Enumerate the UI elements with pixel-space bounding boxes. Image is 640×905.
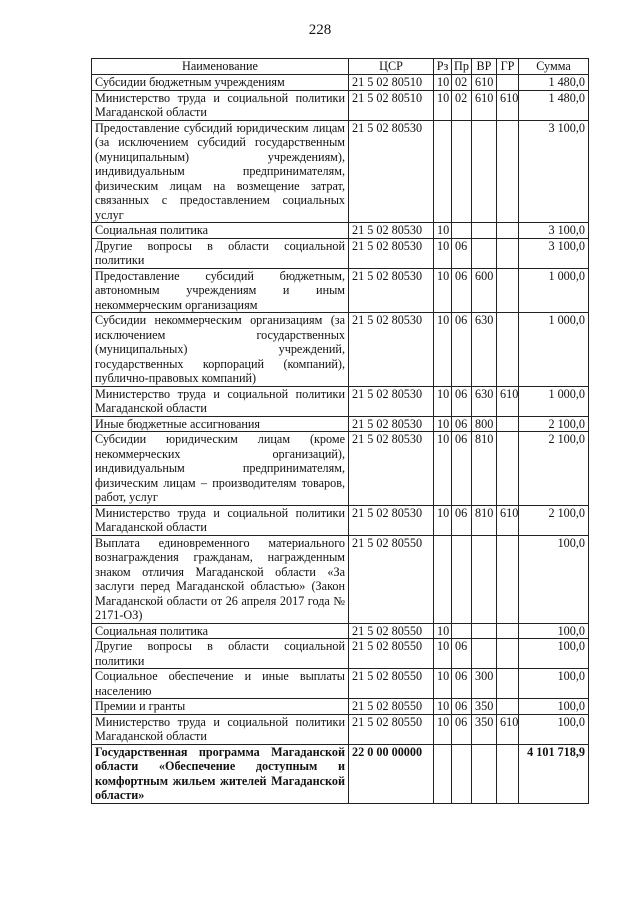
cell-gr (497, 223, 519, 239)
cell-csr: 21 5 02 80530 (349, 120, 434, 223)
cell-gr (497, 416, 519, 432)
cell-rz: 10 (434, 669, 452, 699)
cell-gr (497, 238, 519, 268)
cell-gr: 610 (497, 714, 519, 744)
cell-vr (472, 639, 497, 669)
cell-gr (497, 639, 519, 669)
cell-name: Другие вопросы в области социальной политики (92, 238, 349, 268)
cell-name: Социальная политика (92, 223, 349, 239)
cell-rz (434, 120, 452, 223)
cell-rz: 10 (434, 416, 452, 432)
cell-vr (472, 120, 497, 223)
cell-name: Выплата единовременного материального вознаграждения гражданам, награжденным знаком отличия Магаданской области «За заслуги перед Магаданской областью» (Закон Магаданской области от 26 апреля 2017 года № 2171-ОЗ) (92, 535, 349, 623)
cell-rz: 10 (434, 238, 452, 268)
cell-rz: 10 (434, 432, 452, 506)
cell-name: Иные бюджетные ассигнования (92, 416, 349, 432)
header-name: Наименование (92, 59, 349, 75)
cell-name: Субсидии бюджетным учреждениям (92, 75, 349, 91)
cell-pr: 06 (452, 268, 472, 313)
header-pr: Пр (452, 59, 472, 75)
cell-rz: 10 (434, 699, 452, 715)
cell-sum: 2 100,0 (519, 505, 589, 535)
cell-vr (472, 223, 497, 239)
cell-gr (497, 313, 519, 387)
cell-vr: 300 (472, 669, 497, 699)
cell-sum: 100,0 (519, 669, 589, 699)
cell-vr: 610 (472, 90, 497, 120)
table-row (92, 223, 589, 239)
page-number: 228 (308, 22, 332, 38)
cell-gr: 610 (497, 90, 519, 120)
table-row (92, 120, 589, 223)
cell-pr (452, 535, 472, 623)
table-row (92, 535, 589, 623)
cell-sum: 3 100,0 (519, 238, 589, 268)
cell-sum: 4 101 718,9 (519, 744, 589, 803)
cell-pr (452, 223, 472, 239)
cell-gr: 610 (497, 386, 519, 416)
cell-pr: 06 (452, 432, 472, 506)
cell-gr (497, 535, 519, 623)
cell-rz: 10 (434, 75, 452, 91)
cell-pr: 02 (452, 90, 472, 120)
cell-name: Министерство труда и социальной политики Магаданской области (92, 90, 349, 120)
cell-pr: 06 (452, 639, 472, 669)
cell-gr (497, 623, 519, 639)
cell-name: Предоставление субсидий юридическим лицам (за исключением субсидий государственным (муниципальным) учреждениям), индивидуальным предпринимателям, физическим лицам на возмещение затрат, связанных с предоставлением социальных услуг (92, 120, 349, 223)
cell-vr (472, 535, 497, 623)
table-row (92, 90, 589, 120)
cell-rz: 10 (434, 313, 452, 387)
cell-sum: 3 100,0 (519, 223, 589, 239)
cell-csr: 21 5 02 80510 (349, 75, 434, 91)
cell-csr: 21 5 02 80550 (349, 669, 434, 699)
table-row (92, 416, 589, 432)
cell-rz: 10 (434, 714, 452, 744)
cell-rz: 10 (434, 90, 452, 120)
cell-sum: 1 480,0 (519, 75, 589, 91)
cell-csr: 21 5 02 80530 (349, 223, 434, 239)
cell-sum: 3 100,0 (519, 120, 589, 223)
cell-sum: 2 100,0 (519, 432, 589, 506)
header-sum: Сумма (519, 59, 589, 75)
cell-pr: 06 (452, 386, 472, 416)
budget-table (91, 58, 589, 804)
cell-pr: 06 (452, 505, 472, 535)
cell-vr: 800 (472, 416, 497, 432)
cell-name: Премии и гранты (92, 699, 349, 715)
cell-csr: 21 5 02 80550 (349, 639, 434, 669)
cell-pr (452, 744, 472, 803)
cell-gr (497, 669, 519, 699)
cell-gr (497, 75, 519, 91)
cell-pr: 02 (452, 75, 472, 91)
cell-csr: 21 5 02 80530 (349, 505, 434, 535)
cell-rz: 10 (434, 505, 452, 535)
cell-csr: 21 5 02 80550 (349, 623, 434, 639)
table-row (92, 505, 589, 535)
cell-sum: 100,0 (519, 639, 589, 669)
cell-csr: 21 5 02 80550 (349, 699, 434, 715)
cell-csr: 21 5 02 80510 (349, 90, 434, 120)
cell-name: Социальное обеспечение и иные выплаты населению (92, 669, 349, 699)
cell-pr: 06 (452, 238, 472, 268)
cell-gr (497, 120, 519, 223)
cell-csr: 21 5 02 80530 (349, 268, 434, 313)
table-row (92, 268, 589, 313)
cell-name: Другие вопросы в области социальной политики (92, 639, 349, 669)
cell-gr (497, 268, 519, 313)
cell-csr: 21 5 02 80550 (349, 714, 434, 744)
cell-pr: 06 (452, 313, 472, 387)
cell-name: Субсидии юридическим лицам (кроме некоммерческих организаций), индивидуальным предпринимателям, физическим лицам – производителям товаров, работ, услуг (92, 432, 349, 506)
cell-pr: 06 (452, 699, 472, 715)
cell-csr: 21 5 02 80530 (349, 432, 434, 506)
cell-vr: 630 (472, 386, 497, 416)
table-row (92, 432, 589, 506)
cell-gr (497, 744, 519, 803)
cell-csr: 21 5 02 80530 (349, 238, 434, 268)
cell-vr: 600 (472, 268, 497, 313)
table-row (92, 238, 589, 268)
cell-rz: 10 (434, 639, 452, 669)
cell-rz (434, 744, 452, 803)
header-csr: ЦСР (349, 59, 434, 75)
cell-name: Государственная программа Магаданской области «Обеспечение доступным и комфортным жильем жителей Магаданской области» (92, 744, 349, 803)
cell-sum: 100,0 (519, 714, 589, 744)
cell-csr: 21 5 02 80550 (349, 535, 434, 623)
cell-name: Министерство труда и социальной политики Магаданской области (92, 386, 349, 416)
cell-rz (434, 535, 452, 623)
cell-vr (472, 744, 497, 803)
cell-vr (472, 238, 497, 268)
table-row (92, 313, 589, 387)
cell-csr: 22 0 00 00000 (349, 744, 434, 803)
table-row (92, 623, 589, 639)
header-row (92, 59, 589, 75)
cell-rz: 10 (434, 386, 452, 416)
cell-rz: 10 (434, 623, 452, 639)
table-row (92, 744, 589, 803)
cell-sum: 1 000,0 (519, 268, 589, 313)
cell-gr (497, 699, 519, 715)
table-row (92, 75, 589, 91)
header-gr: ГР (497, 59, 519, 75)
cell-vr: 610 (472, 75, 497, 91)
cell-sum: 1 480,0 (519, 90, 589, 120)
cell-csr: 21 5 02 80530 (349, 313, 434, 387)
cell-pr (452, 120, 472, 223)
cell-sum: 100,0 (519, 699, 589, 715)
cell-pr: 06 (452, 714, 472, 744)
cell-pr (452, 623, 472, 639)
cell-name: Субсидии некоммерческим организациям (за исключением государственных (муниципальных) учреждений, государственных корпораций (компаний), публично-правовых компаний) (92, 313, 349, 387)
cell-vr: 810 (472, 432, 497, 506)
cell-name: Социальная политика (92, 623, 349, 639)
cell-rz: 10 (434, 268, 452, 313)
cell-vr (472, 623, 497, 639)
cell-csr: 21 5 02 80530 (349, 416, 434, 432)
cell-rz: 10 (434, 223, 452, 239)
cell-gr (497, 432, 519, 506)
table-body (92, 75, 589, 804)
cell-name: Министерство труда и социальной политики Магаданской области (92, 505, 349, 535)
cell-sum: 2 100,0 (519, 416, 589, 432)
cell-sum: 100,0 (519, 535, 589, 623)
cell-sum: 100,0 (519, 623, 589, 639)
table-row (92, 669, 589, 699)
cell-pr: 06 (452, 416, 472, 432)
cell-pr: 06 (452, 669, 472, 699)
table-row (92, 639, 589, 669)
cell-name: Министерство труда и социальной политики Магаданской области (92, 714, 349, 744)
header-rz: Рз (434, 59, 452, 75)
cell-name: Предоставление субсидий бюджетным, автономным учреждениям и иным некоммерческим организациям (92, 268, 349, 313)
cell-sum: 1 000,0 (519, 386, 589, 416)
table-row (92, 699, 589, 715)
cell-csr: 21 5 02 80530 (349, 386, 434, 416)
cell-gr: 610 (497, 505, 519, 535)
header-vr: ВР (472, 59, 497, 75)
table-row (92, 386, 589, 416)
cell-sum: 1 000,0 (519, 313, 589, 387)
table-row (92, 714, 589, 744)
cell-vr: 810 (472, 505, 497, 535)
cell-vr: 630 (472, 313, 497, 387)
cell-vr: 350 (472, 714, 497, 744)
cell-vr: 350 (472, 699, 497, 715)
